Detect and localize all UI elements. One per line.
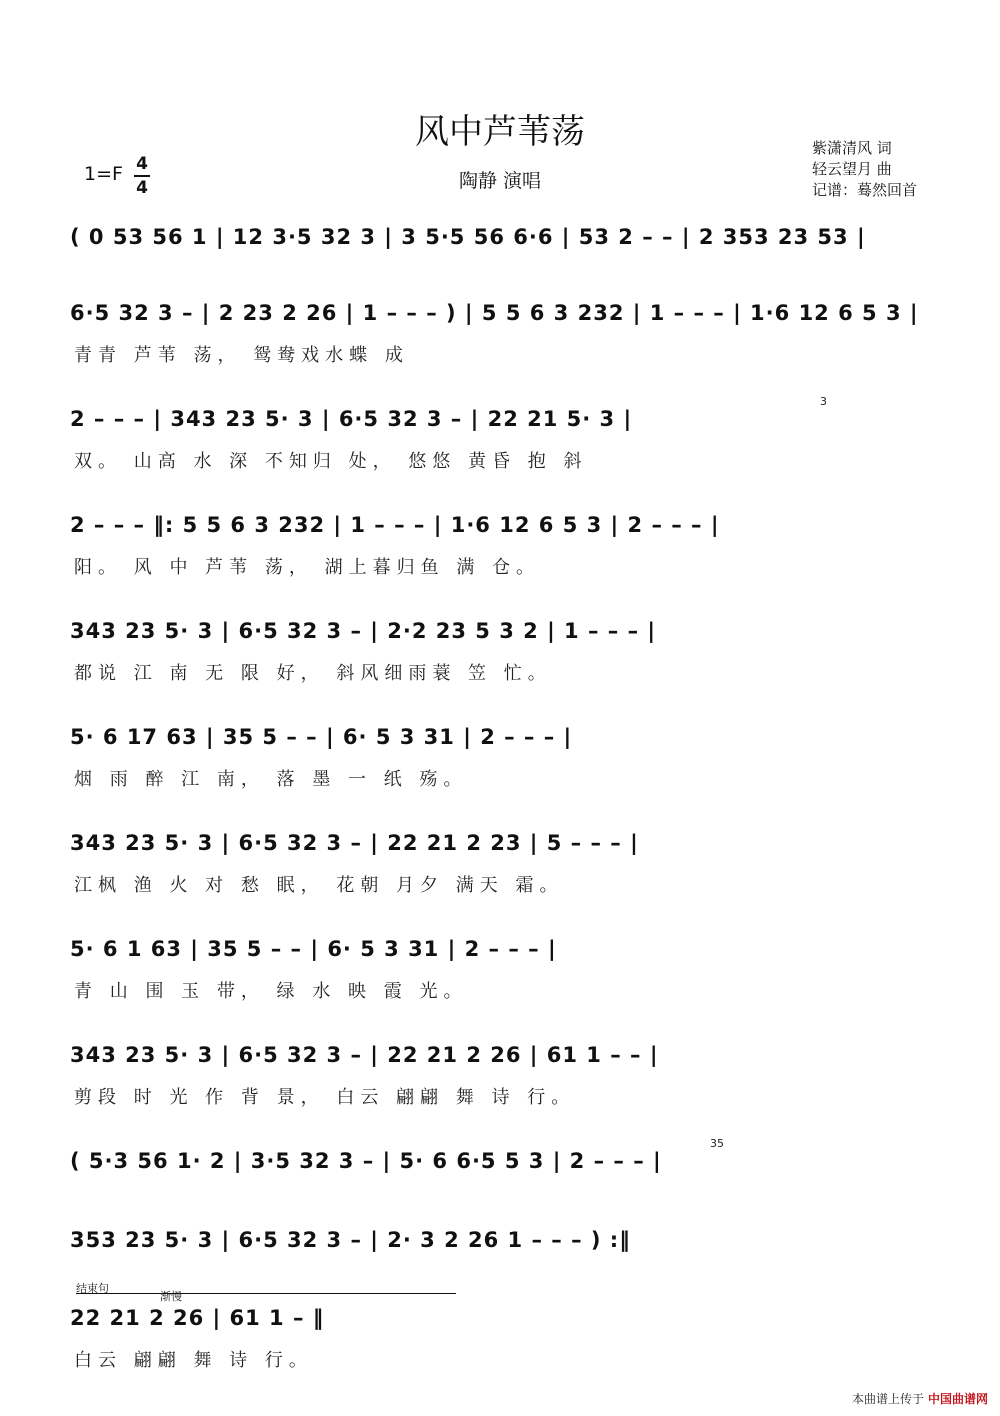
ending-bracket-line bbox=[76, 1293, 456, 1294]
row-notes: 343 23 5· 3 | 6·5 32 3 – | 2·2 23 5 3 2 | 1 – – – | bbox=[70, 619, 657, 643]
site-brand[interactable]: 中国曲谱网 bbox=[927, 1392, 988, 1406]
row-notes: 6·5 32 3 – | 2 23 2 26 | 1 – – – ) | 5 5 6 3 232 | 1 – – – | 1·6 12 6 5 3 | bbox=[70, 301, 919, 325]
score-row-6 bbox=[70, 725, 930, 835]
row-notes: 343 23 5· 3 | 6·5 32 3 – | 22 21 2 23 | 5 – – – | bbox=[70, 831, 639, 855]
footer-text: 本曲谱上传于 bbox=[851, 1392, 924, 1406]
row-lyrics: 青 山 围 玉 带， 绿 水 映 霞 光。 bbox=[74, 981, 468, 1002]
row-lyrics: 江枫 渔 火 对 愁 眠， 花朝 月夕 满天 霜。 bbox=[74, 875, 564, 896]
row-lyrics: 烟 雨 醉 江 南， 落 墨 一 纸 殇。 bbox=[74, 769, 468, 790]
transcriber-credit: 记谱：蓦然回首 bbox=[812, 181, 918, 199]
score-row-7 bbox=[70, 831, 930, 941]
row-lyrics: 双。 山高 水 深 不知归 处， 悠悠 黄昏 抱 斜 bbox=[74, 451, 588, 472]
row-lyrics: 青青 芦苇 荡， 鸳鸯戏水蝶 成 bbox=[74, 345, 409, 366]
ritardando-label: 渐慢 bbox=[160, 1290, 182, 1303]
row-notes: 353 23 5· 3 | 6·5 32 3 – | 2· 3 2 26 1 – – – ) :‖ bbox=[70, 1228, 631, 1252]
lyricist-credit: 紫潇清风 词 bbox=[812, 139, 892, 157]
time-signature-bottom: 4 bbox=[136, 178, 148, 198]
row-lyrics: 都说 江 南 无 限 好， 斜风细雨蓑 笠 忙。 bbox=[74, 663, 552, 684]
row-notes: 2 – – – | 343 23 5· 3 | 6·5 32 3 – | 22 21 5· 3 | bbox=[70, 407, 633, 431]
row-notes: 5· 6 17 63 | 35 5 – – | 6· 5 3 31 | 2 – – – | bbox=[70, 725, 573, 749]
score-row-5 bbox=[70, 619, 930, 729]
score-row-4 bbox=[70, 513, 930, 623]
row-notes: 2 – – – ‖: 5 5 6 3 232 | 1 – – – | 1·6 12 6 5 3 | 2 – – – | bbox=[70, 513, 720, 537]
score-row-12 bbox=[70, 1306, 930, 1416]
grace-note-label: 3 bbox=[820, 395, 827, 408]
row-notes: 22 21 2 26 | 61 1 – ‖ bbox=[70, 1306, 325, 1330]
time-signature-top: 4 bbox=[136, 154, 148, 174]
singer-credit: 陶静 演唱 bbox=[458, 170, 542, 192]
key-signature: 1=F bbox=[84, 163, 123, 185]
row-notes: ( 0 53 56 1 | 12 3·5 32 3 | 3 5·5 56 6·6 | 53 2 – – | 2 353 23 53 | bbox=[70, 225, 866, 249]
row-notes: ( 5·3 56 1· 2 | 3·5 32 3 – | 5· 6 6·5 5 3 | 2 – – – | bbox=[70, 1149, 662, 1173]
score-row-2 bbox=[70, 301, 930, 411]
score-title: 风中芦苇荡 bbox=[415, 112, 585, 152]
composer-credit: 轻云望月 曲 bbox=[812, 160, 892, 178]
grace-note-label: 35 bbox=[710, 1137, 724, 1150]
ending-label: 结束句 bbox=[76, 1282, 109, 1295]
row-notes: 5· 6 1 63 | 35 5 – – | 6· 5 3 31 | 2 – – – | bbox=[70, 937, 557, 961]
footer-credit bbox=[852, 1390, 988, 1407]
score-row-3 bbox=[70, 395, 930, 517]
row-lyrics: 白云 翩翩 舞 诗 行。 bbox=[74, 1350, 313, 1371]
score-row-8 bbox=[70, 937, 930, 1047]
row-notes: 343 23 5· 3 | 6·5 32 3 – | 22 21 2 26 | 61 1 – – | bbox=[70, 1043, 659, 1067]
score-row-9 bbox=[70, 1043, 930, 1153]
row-lyrics: 阳。 风 中 芦苇 荡， 湖上暮归鱼 满 仓。 bbox=[74, 557, 541, 578]
row-lyrics: 剪段 时 光 作 背 景， 白云 翩翩 舞 诗 行。 bbox=[74, 1087, 576, 1108]
